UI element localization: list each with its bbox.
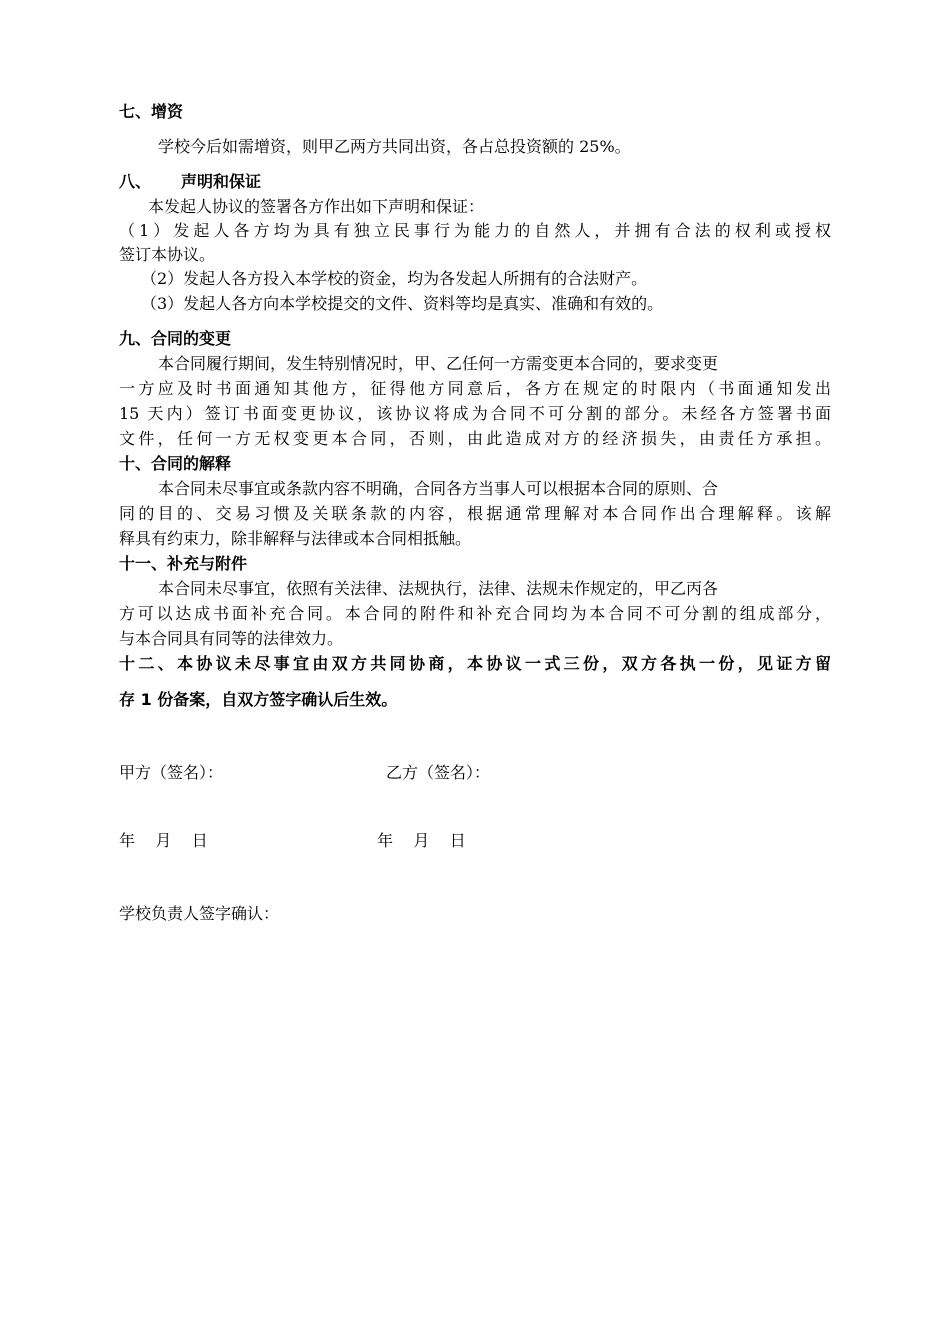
section-8-item-1-line-1: （1）发起人各方均为具有独立民事行为能力的自然人，并拥有合法的权利或授权 <box>119 221 831 240</box>
section-8-heading: 声明和保证 <box>181 172 262 191</box>
section-7-title: 七、增资 <box>119 102 184 121</box>
section-9-line-3: 15 天内）签订书面变更协议，该协议将成为合同不可分割的部分。未经各方签署书面 <box>119 404 831 423</box>
party-a-signature-label: 甲方（签名）： <box>119 763 224 782</box>
section-12-line-1: 十二、本协议未尽事宜由双方共同协商，本协议一式三份，双方各执一份，见证方留 <box>119 654 831 673</box>
section-11-line-1: 本合同未尽事宜，依照有关法律、法规执行，法律、法规未作规定的，甲乙丙各 <box>158 579 719 598</box>
section-9-line-4: 文件，任何一方无权变更本合同，否则，由此造成对方的经济损失，由责任方承担。 <box>119 429 831 448</box>
section-8-item-1-line-2: 签订本协议。 <box>119 245 216 264</box>
section-12-line-2: 存 1 份备案，自双方签字确认后生效。 <box>119 690 398 709</box>
section-8-title <box>119 172 261 192</box>
party-a-date-label: 年 月 日 <box>119 831 208 850</box>
section-8-item-2: （2）发起人各方投入本学校的资金，均为各发起人所拥有的合法财产。 <box>141 269 648 288</box>
section-9-line-1: 本合同履行期间，发生特别情况时，甲、乙任何一方需变更本合同的，要求变更 <box>158 354 719 373</box>
section-8-intro: 本发起人协议的签署各方作出如下声明和保证： <box>148 197 485 216</box>
school-head-signature-label: 学校负责人签字确认： <box>119 904 280 923</box>
section-8-number: 八、 <box>119 172 152 191</box>
section-7-text: 学校今后如需增资，则甲乙两方共同出资，各占总投资额的 25%。 <box>158 137 631 156</box>
section-10-line-1: 本合同未尽事宜或条款内容不明确，合同各方当事人可以根据本合同的原则、合 <box>158 479 719 498</box>
section-9-line-2: 一方应及时书面通知其他方，征得他方同意后，各方在规定的时限内（书面通知发出 <box>119 379 831 398</box>
section-11-title: 十一、补充与附件 <box>119 554 248 573</box>
section-9-title: 九、合同的变更 <box>119 329 232 348</box>
party-b-date-label: 年 月 日 <box>377 831 466 850</box>
section-11-line-2: 方可以达成书面补充合同。本合同的附件和补充合同均为本合同不可分割的组成部分， <box>119 604 831 623</box>
party-b-signature-label: 乙方（签名）： <box>386 763 491 782</box>
section-10-line-3: 释具有约束力，除非解释与法律或本合同相抵触。 <box>119 529 472 548</box>
section-10-line-2: 同的目的、交易习惯及关联条款的内容，根据通常理解对本合同作出合理解释。该解 <box>119 504 831 523</box>
section-11-line-3: 与本合同具有同等的法律效力。 <box>119 629 344 648</box>
section-8-item-3: （3）发起人各方向本学校提交的文件、资料等均是真实、准确和有效的。 <box>141 294 664 313</box>
section-10-title: 十、合同的解释 <box>119 454 232 473</box>
